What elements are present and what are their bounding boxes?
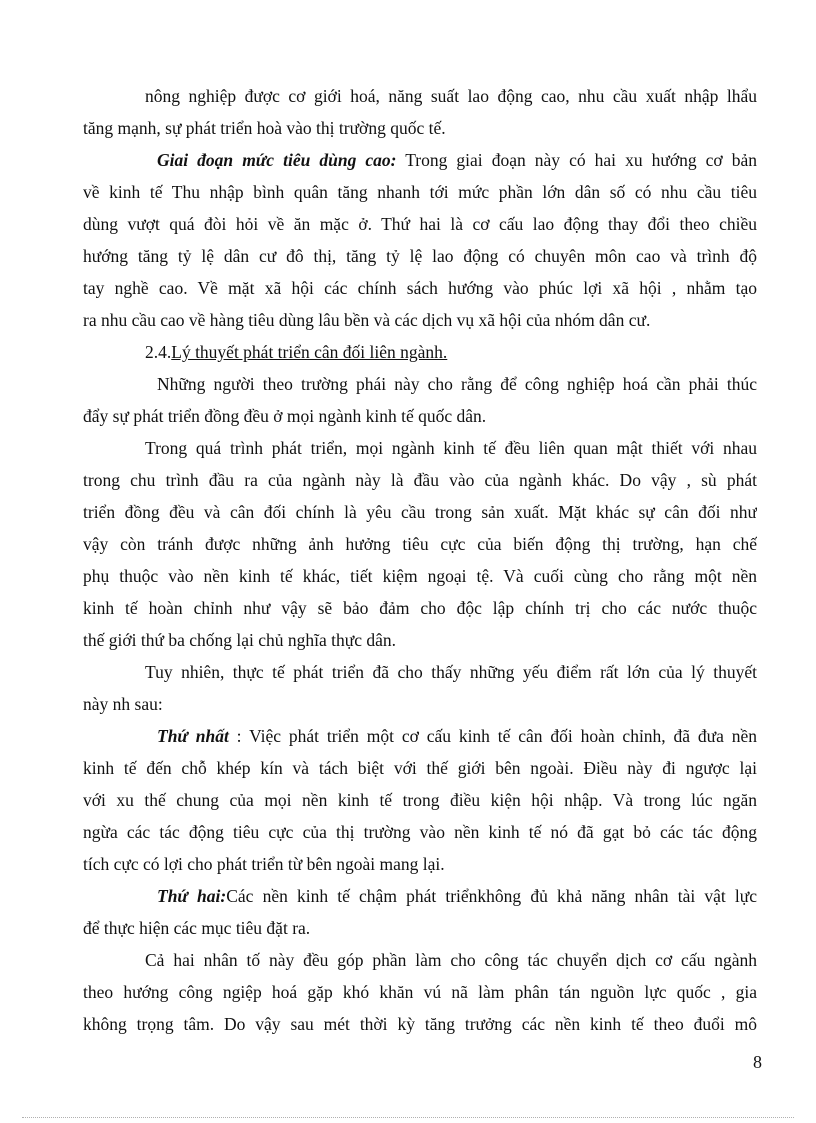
text-line: đẩy sự phát triển đồng đều ở mọi ngành kinh tế quốc dân. <box>83 406 487 426</box>
text-line: thế giới thứ ba chống lại chủ nghĩa thực dân. <box>83 630 397 650</box>
page-border-divider <box>22 1117 794 1118</box>
text-line: triển đồng đều và cân đối chính là yêu cầu trong sản xuất. Mặt khác sự cân đối như <box>83 502 757 522</box>
text-fragment: Việc phát triển một cơ cấu kinh tế cân đối hoàn chỉnh, đã đưa nền <box>249 726 757 746</box>
text-line: theo hướng công ngiệp hoá gặp khó khăn vú nã làm phân tán nguồn lực quốc , gia <box>83 982 757 1002</box>
paragraph-line <box>157 724 757 748</box>
text-line: này nh sau: <box>83 694 163 714</box>
text-fragment: Các nền kinh tế chậm phát triểnkhông đủ khả năng nhân tài vật lực <box>226 886 757 906</box>
text-line: tích cực có lợi cho phát triển từ bên ngoài mang lại. <box>83 854 445 874</box>
text-line: dùng vượt quá đòi hỏi về ăn mặc ở. Thứ hai là cơ cấu lao động thay đổi theo chiều <box>83 214 757 234</box>
text-fragment: Trong giai đoạn này có hai xu hướng cơ bản <box>405 150 757 170</box>
text-line: tay nghề cao. Về mặt xã hội các chính sách hướng vào phúc lợi xã hội , nhằm tạo <box>83 278 757 298</box>
colon: : <box>228 726 250 746</box>
paragraph-line <box>157 884 757 908</box>
first-point-label: Thứ nhất <box>157 726 229 746</box>
section-number: 2.4. <box>145 342 172 362</box>
section-heading <box>145 340 757 364</box>
text-line: phụ thuộc vào nền kinh tế khác, tiết kiệm ngoại tệ. Và cuối cùng cho rằng một nền <box>83 566 757 586</box>
text-line: kinh tế hoàn chỉnh như vậy sẽ bảo đảm cho độc lập chính trị cho các nước thuộc <box>83 598 757 618</box>
section-title: Lý thuyết phát triển cân đối liên ngành. <box>171 342 448 362</box>
text-line: Trong quá trình phát triển, mọi ngành kinh tế đều liên quan mật thiết với nhau <box>145 438 757 458</box>
text-line: hướng tăng tỷ lệ dân cư đô thị, tăng tỷ lệ lao động có chuyên môn cao và trình độ <box>83 246 757 266</box>
text-line: không trọng tâm. Do vậy sau mét thời kỳ tăng trưởng các nền kinh tế theo đuổi mô <box>83 1014 757 1034</box>
text-line: trong chu trình đầu ra của ngành này là đầu vào của ngành khác. Do vậy , sù phát <box>83 470 757 490</box>
text-line: để thực hiện các mục tiêu đặt ra. <box>83 918 311 938</box>
text-line: ngừa các tác động tiêu cực của thị trường vào nền kinh tế nó đã gạt bỏ các tác động <box>83 822 757 842</box>
text-line: kinh tế đến chỗ khép kín và tách biệt với thế giới bên ngoài. Điều này đi ngược lại <box>83 758 757 778</box>
text-line: Tuy nhiên, thực tế phát triển đã cho thấy những yếu điểm rất lớn của lý thuyết <box>145 662 757 682</box>
second-point-label: Thứ hai: <box>157 886 227 906</box>
text-line: nông nghiệp được cơ giới hoá, năng suất lao động cao, nhu cầu xuất nhập lhẩu <box>145 86 757 106</box>
text-line: Cả hai nhân tố này đều góp phần làm cho công tác chuyển dịch cơ cấu ngành <box>145 950 757 970</box>
text-line: với xu thế chung của mọi nền kinh tế trong điều kiện hội nhập. Và trong lúc ngăn <box>83 790 757 810</box>
paragraph-line <box>157 148 757 172</box>
text-line: vậy còn tránh được những ảnh hưởng tiêu cực của biến động thị trường, hạn chế <box>83 534 757 554</box>
text-line: ra nhu cầu cao về hàng tiêu dùng lâu bền và các dịch vụ xã hội của nhóm dân cư. <box>83 310 651 330</box>
page-number: 8 <box>753 1052 762 1072</box>
text-line: Những người theo trường phái này cho rằng để công nghiệp hoá cần phải thúc <box>157 374 757 394</box>
text-line: về kinh tế Thu nhập bình quân tăng nhanh tới mức phần lớn dân số có nhu cầu tiêu <box>83 182 757 202</box>
text-line: tăng mạnh, sự phát triển hoà vào thị trường quốc tế. <box>83 118 446 138</box>
stage-heading: Giai đoạn mức tiêu dùng cao: <box>157 150 397 170</box>
